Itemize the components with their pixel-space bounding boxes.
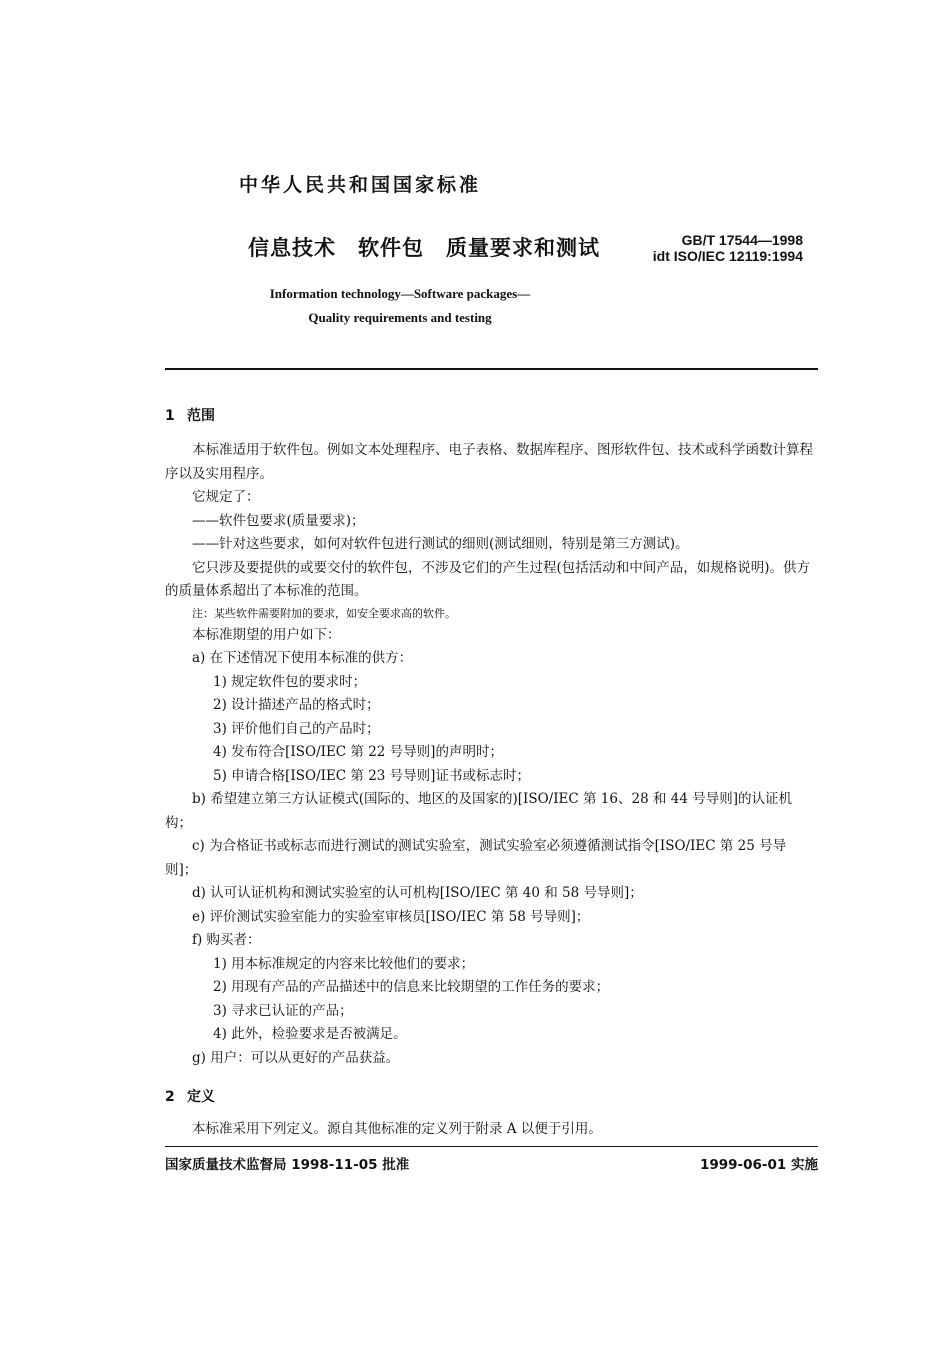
list-item: d) 认可认证机构和测试实验室的认可机构[ISO/IEC 第 40 和 58 号导则]；: [192, 885, 643, 901]
english-title: [0, 282, 800, 330]
list-item: a) 在下述情况下使用本标准的供方：: [192, 650, 413, 666]
header-divider: [165, 368, 818, 370]
list-item: ——软件包要求(质量要求)；: [192, 512, 365, 529]
section-number: 2: [165, 1089, 175, 1105]
list-item: g) 用户：可以从更好的产品获益。: [192, 1049, 400, 1066]
english-title-line1: Information technology—Software packages—: [269, 286, 531, 301]
list-item: b) 希望建立第三方认证模式(国际的、地区的及国家的)[ISO/IEC 第 16、28 和 44 号导则]的认证机构；: [165, 791, 792, 831]
list-item: e) 评价测试实验室能力的实验室审核员[ISO/IEC 第 58 号导则]；: [192, 908, 590, 925]
footer: [165, 1153, 818, 1175]
document-title: 信息技术 软件包 质量要求和测试: [248, 236, 600, 260]
national-standard-heading: 中华人民共和国国家标准: [238, 174, 481, 196]
sub-list-item: 1) 规定软件包的要求时；: [213, 673, 367, 690]
implementation-date: 1999-06-01 实施: [699, 1157, 818, 1173]
footer-divider: [165, 1146, 818, 1147]
sub-list-item: 2) 用现有产品的产品描述中的信息来比较期望的工作任务的要求；: [213, 979, 610, 995]
sub-list-item: 1) 用本标准规定的内容来比较他们的要求；: [213, 955, 475, 972]
sub-list-item: 4) 发布符合[ISO/IEC 第 22 号导则]的声明时；: [213, 744, 503, 760]
standard-equivalence: idt ISO/IEC 12119:1994: [652, 248, 803, 264]
paragraph: 它规定了：: [192, 489, 260, 505]
paragraph: 本标准采用下列定义。源自其他标准的定义列于附录 A 以便于引用。: [192, 1121, 602, 1137]
paragraph: 它只涉及要提供的或要交付的软件包，不涉及它们的产生过程(包括活动和中间产品，如规格说明)。供方的质量体系超出了本标准的范围。: [165, 559, 811, 599]
section-2-heading: [165, 1086, 215, 1106]
sub-list-item: 3) 寻求已认证的产品；: [213, 1002, 353, 1019]
paragraph: 本标准适用于软件包。例如文本处理程序、电子表格、数据库程序、图形软件包、技术或科学函数计算程序以及实用程序。: [165, 442, 813, 482]
list-item: ——针对这些要求，如何对软件包进行测试的细则(测试细则，特别是第三方测试)。: [192, 536, 689, 552]
list-item: f) 购买者：: [192, 932, 261, 948]
section-number: 1: [165, 408, 175, 424]
sub-list-item: 4) 此外，检验要求是否被满足。: [213, 1026, 407, 1042]
note: 注：某些软件需要附加的要求，如安全要求高的软件。: [192, 606, 456, 620]
paragraph: 本标准期望的用户如下：: [192, 626, 341, 643]
sub-list-item: 3) 评价他们自己的产品时；: [213, 720, 380, 737]
section-2-body: [165, 1118, 818, 1142]
title-row: [248, 232, 828, 272]
section-1-body: [165, 439, 818, 1070]
standard-number-block: [648, 232, 803, 264]
sub-list-item: 5) 申请合格[ISO/IEC 第 23 号导则]证书或标志时；: [213, 767, 530, 784]
section-title: 范围: [187, 408, 215, 424]
standard-number: GB/T 17544—1998: [681, 232, 803, 248]
approval-date: 国家质量技术监督局 1998-11-05 批准: [165, 1157, 410, 1173]
section-title: 定义: [187, 1089, 215, 1105]
english-title-line2: Quality requirements and testing: [308, 310, 492, 325]
list-item: c) 为合格证书或标志而进行测试的测试实验室，测试实验室必须遵循测试指令[ISO/IEC 第 25 号导则]；: [165, 838, 787, 878]
section-1-heading: [165, 405, 215, 425]
sub-list-item: 2) 设计描述产品的格式时；: [213, 697, 380, 713]
